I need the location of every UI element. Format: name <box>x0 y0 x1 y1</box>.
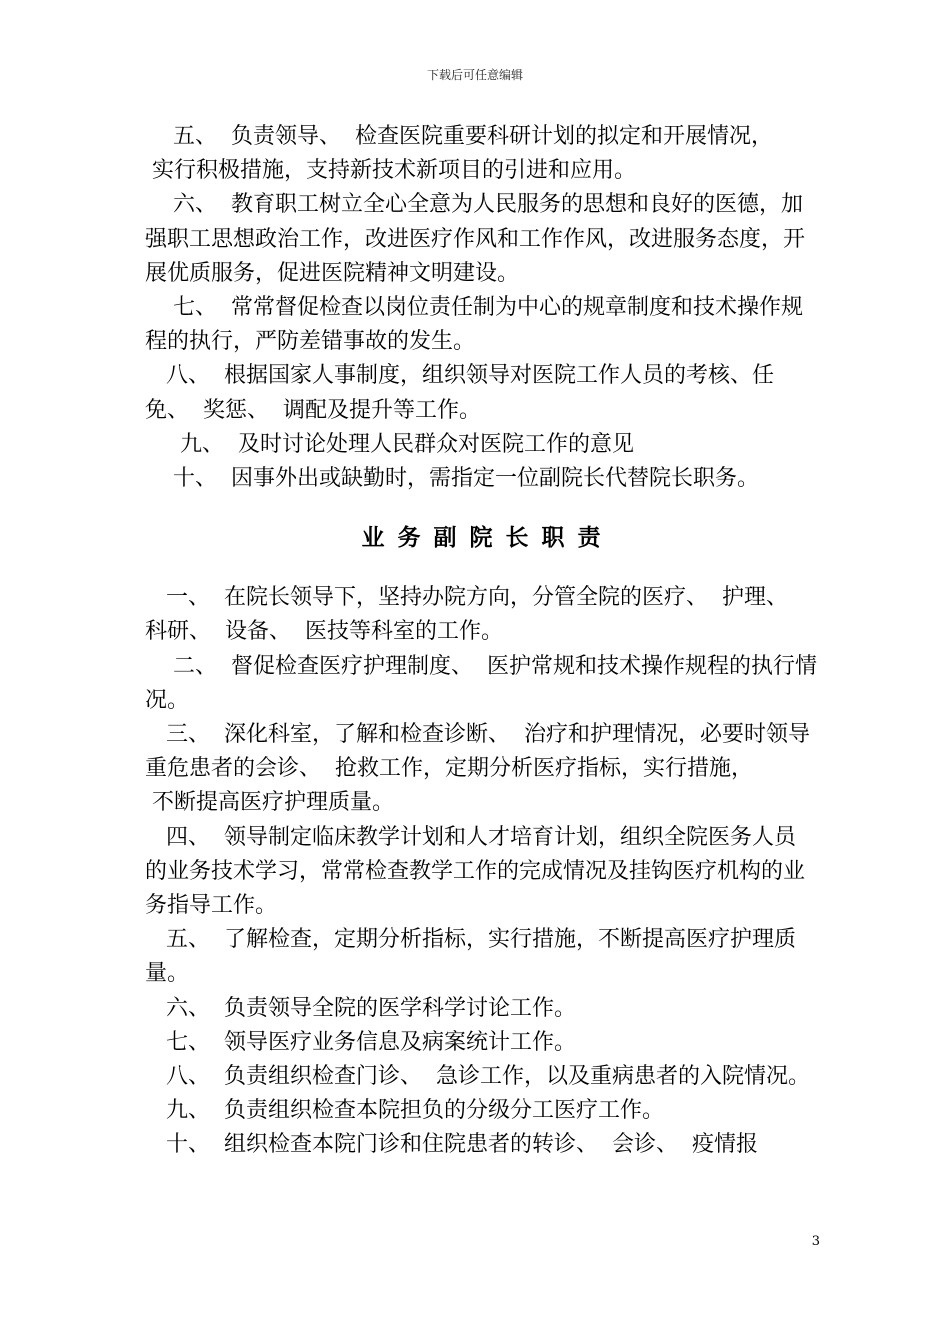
page-number: 3 <box>811 1234 820 1249</box>
section-title: 业务副院长职责 <box>361 525 614 552</box>
paragraph: 七、 常常督促检查以岗位责任制为中心的规章制度和技术操作规程的执行，严防差错事故的发生。 <box>145 295 803 355</box>
paragraph: 七、 领导医疗业务信息及病案统计工作。 <box>145 1029 576 1055</box>
paragraph: 一、 在院长领导下，坚持办院方向，分管全院的医疗、 护理、 科研、 设备、 医技等科室的工作。 <box>145 585 802 645</box>
paragraph: 二、 督促检查医疗护理制度、 医护常规和技术操作规程的执行情况。 <box>145 653 817 713</box>
document-body <box>145 120 817 1163</box>
paragraph: 五、 了解检查，定期分析指标，实行措施，不断提高医疗护理质量。 <box>145 927 796 987</box>
spacer <box>145 496 817 519</box>
paragraph: 九、 及时讨论处理人民群众对医院工作的意见 <box>145 431 634 457</box>
paragraph: 六、 教育职工树立全心全意为人民服务的思想和良好的医德，加强职工思想政治工作，改进医疗作风和工作作风，改进服务态度，开展优质服务，促进医院精神文明建设。 <box>145 192 806 286</box>
paragraph: 三、 深化科室，了解和检查诊断、 治疗和护理情况，必要时领导重危患者的会诊、 抢救工作，定期分析医疗指标，实行措施， 不断提高医疗护理质量。 <box>145 722 810 816</box>
paragraph: 十、 组织检查本院门诊和住院患者的转诊、 会诊、 疫情报 <box>145 1132 758 1158</box>
paragraph: 四、 领导制定临床教学计划和人才培育计划，组织全院医务人员的业务技术学习，常常检查教学工作的完成情况及挂钩医疗机构的业务指导工作。 <box>145 824 806 919</box>
paragraph: 八、 根据国家人事制度，组织领导对医院工作人员的考核、任免、 奖惩、 调配及提升等工作。 <box>145 363 774 423</box>
paragraph: 九、 负责组织检查本院担负的分级分工医疗工作。 <box>145 1098 664 1124</box>
header-note: 下载后可任意编辑 <box>426 68 523 82</box>
paragraph: 六、 负责领导全院的医学科学讨论工作。 <box>145 995 576 1021</box>
paragraph: 八、 负责组织检查门诊、 急诊工作，以及重病患者的入院情况。 <box>145 1064 810 1090</box>
spacer <box>145 552 817 581</box>
paragraph: 五、 负责领导、 检查医院重要科研计划的拟定和开展情况， 实行积极措施，支持新技术新项目的引进和应用。 <box>152 124 773 184</box>
paragraph: 十、 因事外出或缺勤时，需指定一位副院长代替院长职务。 <box>145 466 759 492</box>
